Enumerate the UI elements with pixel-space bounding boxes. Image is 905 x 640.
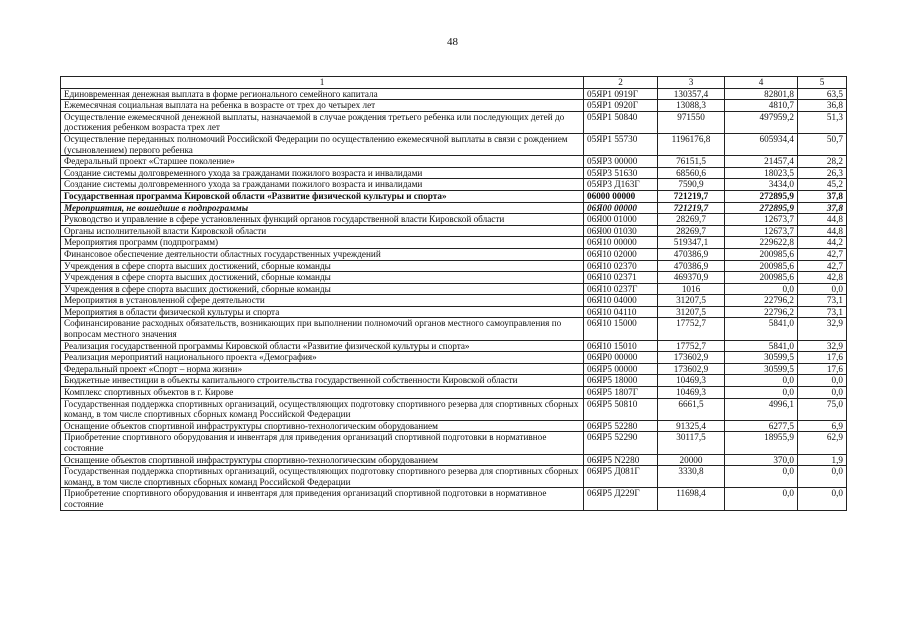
row-percent-cell: 28,2: [798, 156, 847, 168]
row-percent-cell: 62,9: [798, 432, 847, 454]
table-row: [61, 340, 847, 352]
row-plan-cell: 31207,5: [658, 306, 725, 318]
row-plan-cell: 68560,6: [658, 167, 725, 179]
row-plan-cell: 130357,4: [658, 88, 725, 100]
row-code-cell: 05ЯР3 00000: [584, 156, 658, 168]
row-name-cell: Учреждения в сфере спорта высших достижений, сборные команды: [61, 272, 584, 284]
row-plan-cell: 173602,9: [658, 352, 725, 364]
row-percent-cell: 37,8: [798, 202, 847, 214]
row-percent-cell: 0,0: [798, 466, 847, 488]
row-percent-cell: 17,6: [798, 363, 847, 375]
row-name-cell: Комплекс спортивных объектов в г. Кирове: [61, 387, 584, 399]
row-plan-cell: 17752,7: [658, 340, 725, 352]
row-plan-cell: 13088,3: [658, 100, 725, 112]
row-name-cell: Единовременная денежная выплата в форме регионального семейного капитала: [61, 88, 584, 100]
table-row: [61, 363, 847, 375]
row-fact-cell: 22796,2: [725, 295, 798, 307]
row-code-cell: 06000 00000: [584, 190, 658, 202]
row-code-cell: 06ЯР5 N2280: [584, 454, 658, 466]
row-percent-cell: 0,0: [798, 375, 847, 387]
row-plan-cell: 519347,1: [658, 237, 725, 249]
row-fact-cell: 272895,9: [725, 202, 798, 214]
table-row: [61, 111, 847, 133]
row-name-cell: Реализация мероприятий национального проекта «Демография»: [61, 352, 584, 364]
row-code-cell: 06Я10 15000: [584, 318, 658, 340]
row-code-cell: 06Я10 04110: [584, 306, 658, 318]
row-code-cell: 06ЯР5 Д229Г: [584, 488, 658, 510]
row-code-cell: 06ЯР5 52280: [584, 420, 658, 432]
row-name-cell: Создание системы долговременного ухода за гражданами пожилого возраста и инвалидами: [61, 179, 584, 191]
row-percent-cell: 0,0: [798, 488, 847, 510]
row-plan-cell: 11698,4: [658, 488, 725, 510]
table-row: [61, 88, 847, 100]
row-plan-cell: 31207,5: [658, 295, 725, 307]
table-row: [61, 432, 847, 454]
table-row: [61, 248, 847, 260]
row-plan-cell: 3330,8: [658, 466, 725, 488]
row-name-cell: Софинансирование расходных обязательств, возникающих при выполнении полномочий органов местного самоуправления по вопросам местного значения: [61, 318, 584, 340]
row-percent-cell: 50,7: [798, 133, 847, 155]
row-code-cell: 06ЯР5 Д081Г: [584, 466, 658, 488]
row-name-cell: Мероприятия программ (подпрограмм): [61, 237, 584, 249]
row-code-cell: 06Я10 0237Г: [584, 283, 658, 295]
row-code-cell: 06ЯР5 50810: [584, 398, 658, 420]
row-fact-cell: 0,0: [725, 283, 798, 295]
table-row: [61, 488, 847, 510]
row-name-cell: Оснащение объектов спортивной инфраструктуры спортивно-технологическим оборудованием: [61, 454, 584, 466]
row-percent-cell: 32,9: [798, 318, 847, 340]
table-row: [61, 398, 847, 420]
row-percent-cell: 75,0: [798, 398, 847, 420]
row-percent-cell: 0,0: [798, 283, 847, 295]
row-plan-cell: 971550: [658, 111, 725, 133]
row-percent-cell: 42,7: [798, 260, 847, 272]
row-code-cell: 06Я00 01030: [584, 225, 658, 237]
row-fact-cell: 0,0: [725, 375, 798, 387]
row-fact-cell: 0,0: [725, 466, 798, 488]
row-fact-cell: 3434,0: [725, 179, 798, 191]
table-row: [61, 156, 847, 168]
row-code-cell: 06Я10 15010: [584, 340, 658, 352]
page-number: 48: [447, 36, 458, 48]
row-code-cell: 06ЯР5 52290: [584, 432, 658, 454]
header-cell-1: 1: [61, 77, 584, 89]
row-plan-cell: 721219,7: [658, 190, 725, 202]
row-name-cell: Федеральный проект «Спорт – норма жизни»: [61, 363, 584, 375]
row-code-cell: 06Я00 00000: [584, 202, 658, 214]
row-fact-cell: 0,0: [725, 387, 798, 399]
row-fact-cell: 605934,4: [725, 133, 798, 155]
table-row: [61, 466, 847, 488]
row-fact-cell: 0,0: [725, 488, 798, 510]
budget-table-body: [61, 77, 847, 511]
table-row: [61, 237, 847, 249]
row-plan-cell: 28269,7: [658, 214, 725, 226]
row-percent-cell: 26,3: [798, 167, 847, 179]
row-fact-cell: 229622,8: [725, 237, 798, 249]
header-cell-4: 4: [725, 77, 798, 89]
row-percent-cell: 51,3: [798, 111, 847, 133]
table-row: [61, 190, 847, 202]
row-name-cell: Создание системы долговременного ухода за гражданами пожилого возраста и инвалидами: [61, 167, 584, 179]
row-name-cell: Мероприятия в установленной сфере деятельности: [61, 295, 584, 307]
row-code-cell: 06Я10 02371: [584, 272, 658, 284]
row-plan-cell: 17752,7: [658, 318, 725, 340]
table-row: [61, 260, 847, 272]
row-name-cell: Реализация государственной программы Кировской области «Развитие физической культуры и спорта»: [61, 340, 584, 352]
table-row: [61, 420, 847, 432]
row-plan-cell: 1016: [658, 283, 725, 295]
row-plan-cell: 6661,5: [658, 398, 725, 420]
row-code-cell: 05ЯР3 51630: [584, 167, 658, 179]
row-code-cell: 05ЯР1 55730: [584, 133, 658, 155]
row-fact-cell: 22796,2: [725, 306, 798, 318]
row-name-cell: Оснащение объектов спортивной инфраструктуры спортивно-технологическим оборудованием: [61, 420, 584, 432]
row-percent-cell: 37,8: [798, 190, 847, 202]
row-fact-cell: 6277,5: [725, 420, 798, 432]
row-plan-cell: 30117,5: [658, 432, 725, 454]
table-header-row: [61, 77, 847, 89]
row-plan-cell: 470386,9: [658, 248, 725, 260]
header-cell-5: 5: [798, 77, 847, 89]
row-fact-cell: 200985,6: [725, 272, 798, 284]
row-plan-cell: 76151,5: [658, 156, 725, 168]
table-row: [61, 375, 847, 387]
row-code-cell: 05ЯР1 0920Г: [584, 100, 658, 112]
row-percent-cell: 63,5: [798, 88, 847, 100]
row-name-cell: Мероприятия, не вошедшие в подпрограммы: [61, 202, 584, 214]
row-plan-cell: 7590,9: [658, 179, 725, 191]
row-fact-cell: 200985,6: [725, 248, 798, 260]
row-percent-cell: 44,8: [798, 214, 847, 226]
table-row: [61, 306, 847, 318]
row-percent-cell: 42,8: [798, 272, 847, 284]
row-code-cell: 06ЯР5 00000: [584, 363, 658, 375]
row-percent-cell: 45,2: [798, 179, 847, 191]
row-plan-cell: 469370,9: [658, 272, 725, 284]
row-fact-cell: 272895,9: [725, 190, 798, 202]
row-fact-cell: 30599,5: [725, 363, 798, 375]
row-code-cell: 06Я10 02370: [584, 260, 658, 272]
row-percent-cell: 73,1: [798, 295, 847, 307]
header-cell-3: 3: [658, 77, 725, 89]
row-fact-cell: 4996,1: [725, 398, 798, 420]
table-row: [61, 225, 847, 237]
row-fact-cell: 12673,7: [725, 225, 798, 237]
table-row: [61, 454, 847, 466]
row-percent-cell: 0,0: [798, 387, 847, 399]
row-percent-cell: 42,7: [798, 248, 847, 260]
table-row: [61, 100, 847, 112]
row-plan-cell: 91325,4: [658, 420, 725, 432]
row-name-cell: Государственная программа Кировской области «Развитие физической культуры и спорта»: [61, 190, 584, 202]
row-plan-cell: 10469,3: [658, 387, 725, 399]
row-name-cell: Бюджетные инвестиции в объекты капитального строительства государственной собственности Кировской области: [61, 375, 584, 387]
row-plan-cell: 28269,7: [658, 225, 725, 237]
table-row: [61, 387, 847, 399]
row-percent-cell: 44,8: [798, 225, 847, 237]
row-fact-cell: 5841,0: [725, 318, 798, 340]
row-fact-cell: 21457,4: [725, 156, 798, 168]
row-plan-cell: 1196176,8: [658, 133, 725, 155]
row-fact-cell: 18955,9: [725, 432, 798, 454]
row-name-cell: Ежемесячная социальная выплата на ребенка в возрасте от трех до четырех лет: [61, 100, 584, 112]
row-percent-cell: 73,1: [798, 306, 847, 318]
row-code-cell: 05ЯР1 50840: [584, 111, 658, 133]
row-name-cell: Учреждения в сфере спорта высших достижений, сборные команды: [61, 260, 584, 272]
row-percent-cell: 6,9: [798, 420, 847, 432]
table-row: [61, 272, 847, 284]
row-name-cell: Приобретение спортивного оборудования и инвентаря для приведения организаций спортивной подготовки в нормативное состояние: [61, 432, 584, 454]
row-name-cell: Приобретение спортивного оборудования и инвентаря для приведения организаций спортивной подготовки в нормативное состояние: [61, 488, 584, 510]
table-row: [61, 133, 847, 155]
row-plan-cell: 470386,9: [658, 260, 725, 272]
row-code-cell: 05ЯР1 0919Г: [584, 88, 658, 100]
table-row: [61, 167, 847, 179]
row-plan-cell: 20000: [658, 454, 725, 466]
table-row: [61, 318, 847, 340]
row-name-cell: Мероприятия в области физической культуры и спорта: [61, 306, 584, 318]
row-name-cell: Руководство и управление в сфере установленных функций органов государственной власти Кировской области: [61, 214, 584, 226]
row-name-cell: Учреждения в сфере спорта высших достижений, сборные команды: [61, 283, 584, 295]
row-name-cell: Государственная поддержка спортивных организаций, осуществляющих подготовку спортивного резерва для спортивных сборных команд, в том числе спортивных сборных команд Российской Федерации: [61, 466, 584, 488]
row-code-cell: 06Я10 00000: [584, 237, 658, 249]
row-plan-cell: 721219,7: [658, 202, 725, 214]
row-percent-cell: 32,9: [798, 340, 847, 352]
row-code-cell: 06ЯР5 1807Г: [584, 387, 658, 399]
table-row: [61, 202, 847, 214]
row-name-cell: Федеральный проект «Старшее поколение»: [61, 156, 584, 168]
row-fact-cell: 4810,7: [725, 100, 798, 112]
row-plan-cell: 10469,3: [658, 375, 725, 387]
row-fact-cell: 497959,2: [725, 111, 798, 133]
row-name-cell: Финансовое обеспечение деятельности областных государственных учреждений: [61, 248, 584, 260]
table-row: [61, 179, 847, 191]
row-fact-cell: 200985,6: [725, 260, 798, 272]
row-name-cell: Государственная поддержка спортивных организаций, осуществляющих подготовку спортивного резерва для спортивных сборных команд, в том числе спортивных сборных команд Российской Федерации: [61, 398, 584, 420]
row-code-cell: 06Я10 02000: [584, 248, 658, 260]
table-row: [61, 295, 847, 307]
row-percent-cell: 17,6: [798, 352, 847, 364]
row-percent-cell: 44,2: [798, 237, 847, 249]
row-code-cell: 06ЯР0 00000: [584, 352, 658, 364]
table-row: [61, 214, 847, 226]
table-row: [61, 352, 847, 364]
row-plan-cell: 173602,9: [658, 363, 725, 375]
row-code-cell: 06ЯР5 18000: [584, 375, 658, 387]
table-row: [61, 283, 847, 295]
row-percent-cell: 1,9: [798, 454, 847, 466]
row-fact-cell: 18023,5: [725, 167, 798, 179]
row-name-cell: Осуществление переданных полномочий Российской Федерации по осуществлению ежемесячной выплаты в связи с рождением (усыновлением) первого ребенка: [61, 133, 584, 155]
row-fact-cell: 30599,5: [725, 352, 798, 364]
row-code-cell: 06Я10 04000: [584, 295, 658, 307]
header-cell-2: 2: [584, 77, 658, 89]
row-fact-cell: 5841,0: [725, 340, 798, 352]
row-code-cell: 05ЯР3 Д163Г: [584, 179, 658, 191]
budget-table: [60, 76, 847, 511]
row-name-cell: Осуществление ежемесячной денежной выплаты, назначаемой в случае рождения третьего ребенка или последующих детей до достижения ребенком возраста трех лет: [61, 111, 584, 133]
row-name-cell: Органы исполнительной власти Кировской области: [61, 225, 584, 237]
row-fact-cell: 12673,7: [725, 214, 798, 226]
row-fact-cell: 370,0: [725, 454, 798, 466]
row-percent-cell: 36,8: [798, 100, 847, 112]
row-fact-cell: 82801,8: [725, 88, 798, 100]
row-code-cell: 06Я00 01000: [584, 214, 658, 226]
